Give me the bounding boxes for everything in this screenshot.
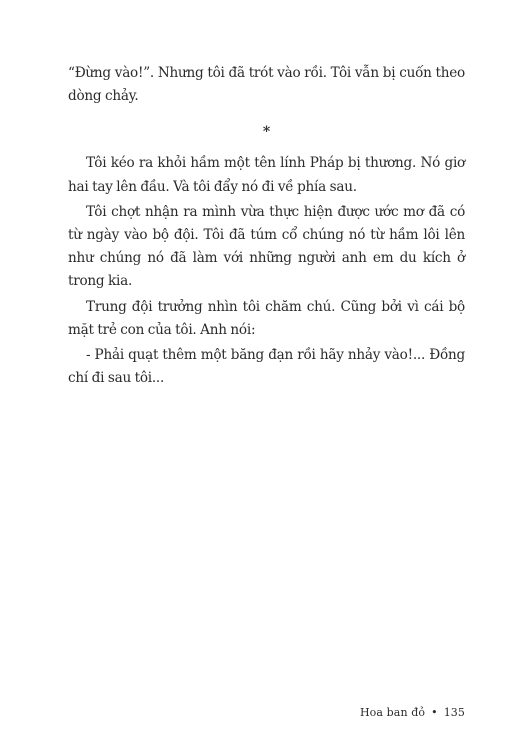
running-title: Hoa ban đỏ: [359, 706, 426, 719]
paragraph-2: Tôi chợt nhận ra mình vừa thực hiện được ước mơ đã có từ ngày vào bộ đội. Tôi đã túm cổ chúng nó từ hầm lôi lên như chúng nó đã làm với những người anh em du kích ở trong kia.: [68, 203, 465, 290]
paragraph-1: Tôi kéo ra khỏi hầm một tên lính Pháp bị thương. Nó giơ hai tay lên đầu. Và tôi đẩy nó đi về phía sau.: [68, 155, 465, 195]
page-footer: [360, 706, 465, 719]
paragraph-4: - Phải quạt thêm một băng đạn rồi hãy nhảy vào!... Đồng chí đi sau tôi...: [68, 347, 465, 387]
section-separator: *: [262, 124, 271, 141]
paragraph-3: Trung đội trưởng nhìn tôi chăm chú. Cũng bởi vì cái bộ mặt trẻ con của tôi. Anh nói:: [68, 298, 465, 338]
paragraph-0: “Đừng vào!”. Nhưng tôi đã trót vào rồi. Tôi vẫn bị cuốn theo dòng chảy.: [68, 65, 465, 105]
page-number: 135: [443, 706, 465, 719]
footer-bullet: •: [431, 706, 438, 719]
page-body: [68, 62, 465, 390]
